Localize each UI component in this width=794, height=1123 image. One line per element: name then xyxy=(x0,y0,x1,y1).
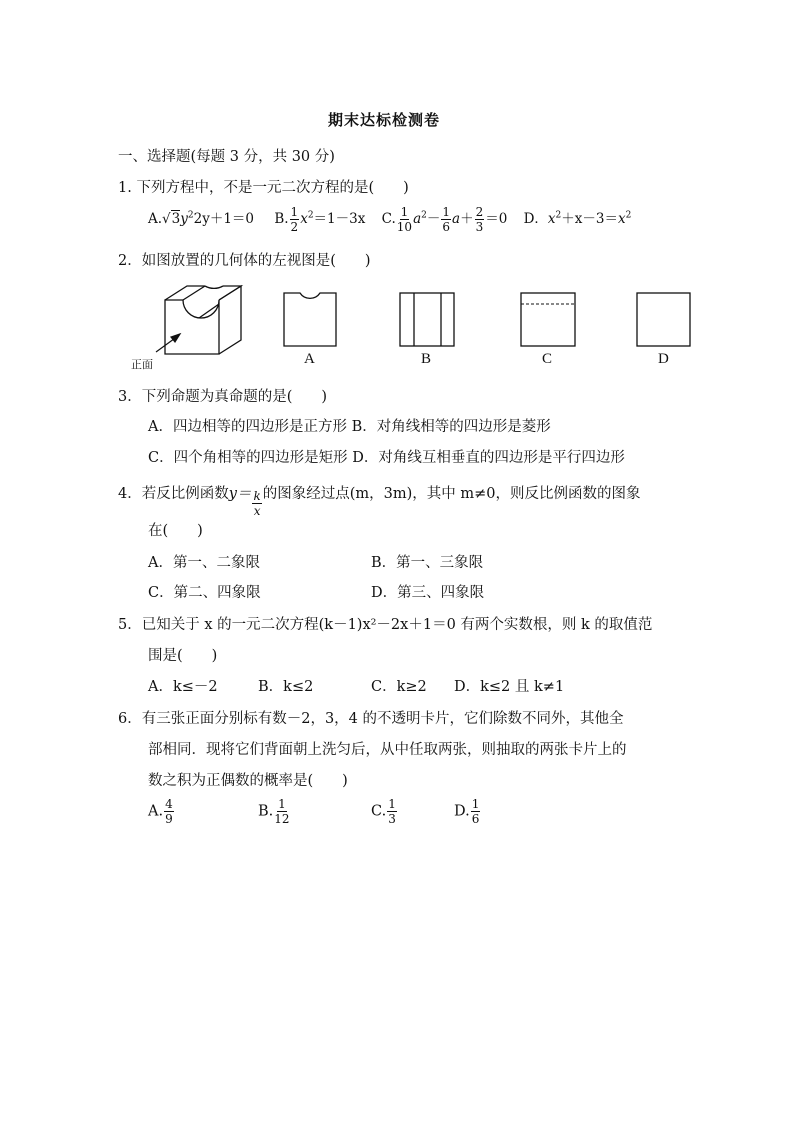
q6-option-d: D. $\frac{1}{6}$ xyxy=(454,797,480,826)
q2-figures xyxy=(0,0,794,400)
q4-option-d: D．第三、四象限 xyxy=(371,585,485,601)
q5-option-c: C．k≥2 xyxy=(371,679,427,695)
view-c-label: C xyxy=(542,351,553,367)
q6-option-a: A. $\frac{4}{9}$ xyxy=(148,797,173,826)
q6-option-b: B. $\frac{1}{12}$ xyxy=(258,797,290,826)
q4-line2: 在( ) xyxy=(148,523,203,539)
q1-stem: 1. 下列方程中，不是一元二次方程的是( ) xyxy=(118,180,409,196)
q2-stem: 2．如图放置的几何体的左视图是( ) xyxy=(118,253,371,269)
q5-line1: 5．已知关于 x 的一元二次方程(k－1)x²－2x＋1＝0 有两个实数根，则 k 的取值范 xyxy=(118,617,653,633)
q5-option-b: B．k≤2 xyxy=(258,679,314,695)
q5-line2: 围是( ) xyxy=(148,648,218,664)
q6-line2: 部相同．现将它们背面朝上洗匀后，从中任取两张，则抽取的两张卡片上的 xyxy=(148,742,627,758)
q6-line3: 数之积为正偶数的概率是( ) xyxy=(148,773,348,789)
q4-option-c: C．第二、四象限 xyxy=(148,585,261,601)
q5-option-d: D．k≤2 且 k≠1 xyxy=(454,679,565,695)
view-a xyxy=(284,293,336,346)
q3-stem: 3．下列命题为真命题的是( ) xyxy=(118,389,328,405)
front-arrow xyxy=(156,334,180,352)
q1-option-b: B. $\frac{1}{2}$ $x^2=1-3x$ xyxy=(274,205,366,234)
q1-option-c: C. $\frac{1}{10}$ $a^2-$ $\frac{1}{6}$ a＋ $\frac{2}{3}$ ＝0 xyxy=(381,205,508,234)
page-title: 期末达标检测卷 xyxy=(328,111,441,129)
q3-options-row2: C．四个角相等的四边形是矩形 D．对角线互相垂直的四边形是平行四边形 xyxy=(148,450,625,466)
view-a-label: A xyxy=(304,351,315,367)
q1-option-d: D．$x^2+x-3=x^2$ xyxy=(523,210,632,227)
q4-line1: 4．若反比例函数y＝ $\frac{k}{x}$ 的图象经过点(m，3m)，其中 m≠0，则反比例函数的图象 xyxy=(118,486,641,518)
view-b xyxy=(400,293,454,346)
q3-options-row1: A．四边相等的四边形是正方形 B．对角线相等的四边形是菱形 xyxy=(148,419,551,435)
view-c xyxy=(521,293,575,346)
q4-option-b: B．第一、三象限 xyxy=(371,555,484,571)
q6-option-c: C. $\frac{1}{3}$ xyxy=(371,797,396,826)
view-d xyxy=(637,293,690,346)
view-b-label: B xyxy=(421,351,432,367)
q4-option-a: A．第一、二象限 xyxy=(148,555,260,571)
front-label: 正面 xyxy=(131,358,153,371)
solid-figure xyxy=(165,286,241,354)
q5-option-a: A．k≤－2 xyxy=(148,679,218,695)
view-d-label: D xyxy=(658,351,669,367)
q1-option-a: $A.√3y^22y+1=0$ xyxy=(148,210,255,227)
section-heading: 一、选择题(每题 3 分，共 30 分) xyxy=(118,149,335,165)
q6-line1: 6．有三张正面分别标有数－2，3，4 的不透明卡片，它们除数不同外，其他全 xyxy=(118,711,624,727)
